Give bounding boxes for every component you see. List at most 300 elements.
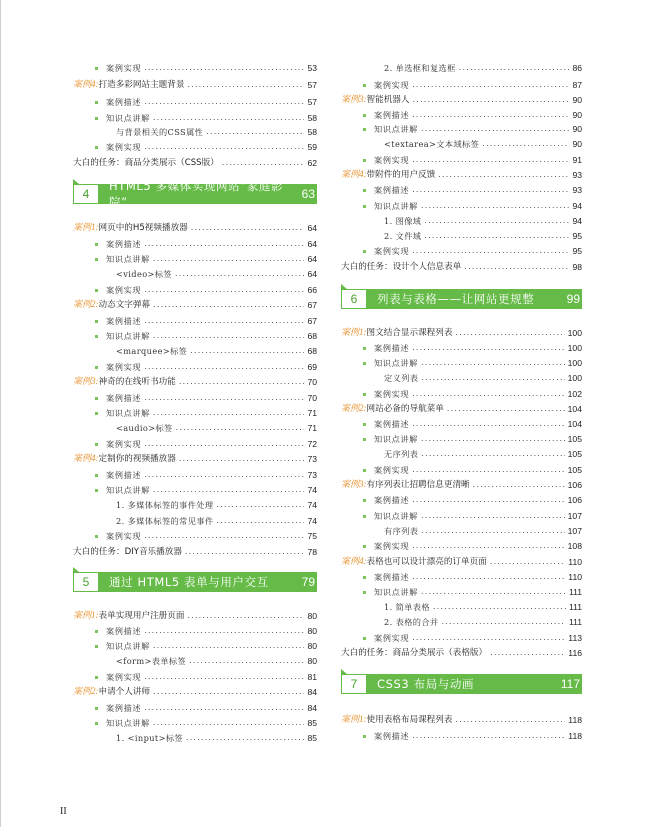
entry-label <box>363 245 409 257</box>
entry-label <box>363 342 409 354</box>
chapter-corner-mark <box>73 179 79 184</box>
toc-sub-entry[interactable] <box>73 313 317 327</box>
entry-label <box>95 717 150 729</box>
toc-task-entry[interactable] <box>73 544 317 558</box>
leader-dots <box>424 215 569 227</box>
chapter-heading[interactable] <box>341 674 582 694</box>
toc-case-entry[interactable] <box>73 451 317 465</box>
entry-page: 58 <box>307 127 317 137</box>
entry-label <box>341 713 452 726</box>
entry-label <box>384 230 421 242</box>
entry-text: 无序列表 <box>384 449 419 459</box>
entry-text: 定义列表 <box>384 373 419 383</box>
leader-dots <box>412 494 565 506</box>
entry-text: 大白的任务：商品分类展示（CSS版） <box>73 158 219 168</box>
bullet-icon <box>363 189 366 192</box>
toc-sub-entry[interactable] <box>73 60 317 74</box>
bullet-icon <box>363 84 366 87</box>
entry-label <box>384 448 418 460</box>
bullet-icon <box>363 438 366 441</box>
entry-label <box>116 268 172 280</box>
entry-label <box>363 464 409 476</box>
toc-sub-entry[interactable] <box>341 492 582 506</box>
leader-dots <box>187 79 304 91</box>
chapter-number: 5 <box>73 572 99 592</box>
entry-page: 106 <box>567 495 582 505</box>
toc-sub-entry[interactable] <box>341 243 582 257</box>
leader-dots <box>464 261 569 273</box>
entry-text: <marquee>标签 <box>116 346 188 356</box>
entry-text: 案例实现 <box>106 285 142 295</box>
toc-case-entry[interactable] <box>73 77 317 91</box>
toc-sub-entry[interactable] <box>73 124 317 138</box>
toc-sub-entry[interactable] <box>73 513 317 527</box>
entry-label <box>73 157 219 169</box>
case-number: 案例3: <box>341 479 367 489</box>
entry-text: 案例实现 <box>374 155 410 165</box>
case-number: 案例1: <box>73 610 99 620</box>
bullet-icon <box>363 347 366 350</box>
leader-dots <box>421 525 564 537</box>
case-number: 案例2: <box>73 686 99 696</box>
bullet-icon <box>363 545 366 548</box>
entry-text: 2. 文件域 <box>384 231 422 241</box>
chapter-heading[interactable] <box>73 572 317 592</box>
chapter-number: 4 <box>73 184 99 204</box>
leader-dots <box>421 448 564 460</box>
toc-sub-entry[interactable] <box>73 328 317 342</box>
entry-text: 知识点讲解 <box>374 434 418 444</box>
case-number: 案例4: <box>341 169 367 179</box>
case-number: 案例4: <box>73 79 99 89</box>
leader-dots <box>187 610 304 622</box>
toc-sub-entry[interactable] <box>73 251 317 265</box>
leader-dots <box>412 184 569 196</box>
toc-sub-entry[interactable] <box>73 343 317 357</box>
toc-sub-entry[interactable] <box>73 139 317 153</box>
leader-dots <box>447 403 565 415</box>
entry-label <box>363 109 409 121</box>
entry-label <box>384 372 418 384</box>
entry-label <box>73 298 150 311</box>
chapter-number: 7 <box>341 674 367 694</box>
entry-text: 知识点讲解 <box>374 358 418 368</box>
toc-sub-entry[interactable] <box>73 266 317 280</box>
toc-case-entry[interactable] <box>73 374 317 388</box>
entry-text: 大白的任务：商品分类展示（表格版） <box>341 648 488 658</box>
toc-sub-entry[interactable] <box>73 467 317 481</box>
toc-sub-entry[interactable] <box>73 110 317 124</box>
bullet-icon <box>95 707 98 710</box>
toc-sub-entry[interactable] <box>73 359 317 373</box>
entry-text: <form>表单标签 <box>116 656 187 666</box>
entry-label <box>116 345 187 357</box>
entry-label <box>384 62 456 74</box>
toc-sub-entry[interactable] <box>73 236 317 250</box>
toc-sub-entry[interactable] <box>341 136 582 150</box>
leader-dots <box>412 632 565 644</box>
toc-sub-entry[interactable] <box>341 77 582 91</box>
entry-label <box>363 494 409 506</box>
entry-text: 1. 多媒体标签的事件处理 <box>116 500 214 510</box>
entry-text: 有序列表 <box>384 526 419 536</box>
toc-case-entry[interactable] <box>341 401 582 415</box>
chapter-title: HTML5 多媒体实现网站“家庭影院” <box>108 179 284 209</box>
entry-page: 93 <box>572 170 582 180</box>
entry-label <box>363 510 418 522</box>
toc-sub-entry[interactable] <box>341 599 582 613</box>
entry-label <box>384 616 439 628</box>
entry-label <box>116 515 214 527</box>
toc-case-entry[interactable] <box>341 712 582 726</box>
entry-text: 案例实现 <box>106 439 142 449</box>
chapter-heading[interactable] <box>73 179 317 209</box>
entry-page: 110 <box>568 557 582 567</box>
entry-page: 86 <box>572 63 582 73</box>
entry-label <box>95 141 141 153</box>
leader-dots <box>153 253 304 265</box>
entry-page: 108 <box>567 541 582 551</box>
toc-sub-entry[interactable] <box>73 638 317 652</box>
entry-label <box>341 555 487 568</box>
bullet-icon <box>95 320 98 323</box>
bullet-icon <box>95 535 98 538</box>
leader-dots <box>473 479 565 491</box>
entry-page: 93 <box>572 185 582 195</box>
leader-dots <box>412 94 569 106</box>
entry-page: 64 <box>307 223 317 233</box>
toc-sub-entry[interactable] <box>73 669 317 683</box>
leader-dots <box>176 422 305 434</box>
entry-label <box>95 315 141 327</box>
leader-dots <box>459 62 570 74</box>
chapter-corner-mark <box>341 669 347 674</box>
leader-dots <box>144 392 304 404</box>
entry-label <box>73 375 176 388</box>
entry-page: 66 <box>307 285 317 295</box>
chapter-title: CSS3 布局与动画 <box>377 677 475 691</box>
entry-label <box>384 215 421 227</box>
bullet-icon <box>363 637 366 640</box>
toc-sub-entry[interactable] <box>341 228 582 242</box>
entry-page: 64 <box>307 269 317 279</box>
toc-task-entry[interactable] <box>73 155 317 169</box>
entry-page: 71 <box>307 423 317 433</box>
toc-sub-entry[interactable] <box>73 715 317 729</box>
entry-page: 74 <box>307 500 317 510</box>
leader-dots <box>412 418 565 430</box>
toc-sub-entry[interactable] <box>341 152 582 166</box>
page-number: II <box>60 806 67 817</box>
toc-sub-entry[interactable] <box>341 538 582 552</box>
bullet-icon <box>363 576 366 579</box>
entry-page: 104 <box>567 404 582 414</box>
entry-page: 64 <box>307 239 317 249</box>
toc-sub-entry[interactable] <box>341 60 582 74</box>
entry-text: 神奇的在线听书功能 <box>98 377 176 387</box>
toc-sub-entry[interactable] <box>341 182 582 196</box>
entry-page: 118 <box>568 715 582 725</box>
entry-text: 1. 简单表格 <box>384 602 430 612</box>
toc-sub-entry[interactable] <box>341 198 582 212</box>
toc-sub-entry[interactable] <box>341 728 582 742</box>
toc-case-entry[interactable] <box>73 684 317 698</box>
entry-label <box>363 571 409 583</box>
toc-sub-entry[interactable] <box>73 390 317 404</box>
toc-case-entry[interactable] <box>341 554 582 568</box>
leader-dots <box>153 640 304 652</box>
entry-page: 105 <box>567 434 582 444</box>
entry-label <box>95 253 150 265</box>
toc-sub-entry[interactable] <box>341 370 582 384</box>
leader-dots <box>144 284 304 296</box>
toc-sub-entry[interactable] <box>73 94 317 108</box>
case-number: 案例1: <box>341 327 367 337</box>
entry-page: 100 <box>567 328 582 338</box>
bullet-icon <box>363 469 366 472</box>
chapter-title: 列表与表格——让网站更规整 <box>377 292 535 306</box>
entry-page: 67 <box>307 300 317 310</box>
case-number: 案例3: <box>341 94 367 104</box>
toc-sub-entry[interactable] <box>341 462 582 476</box>
entry-text: 案例描述 <box>374 185 410 195</box>
bullet-icon <box>363 362 366 365</box>
entry-page: 94 <box>572 201 582 211</box>
entry-label <box>116 422 173 434</box>
entry-text: 案例实现 <box>106 142 142 152</box>
entry-label <box>341 402 444 415</box>
leader-dots <box>412 388 565 400</box>
toc-sub-entry[interactable] <box>341 386 582 400</box>
toc-sub-entry[interactable] <box>73 282 317 296</box>
leader-dots <box>144 62 304 74</box>
entry-text: 知识点讲解 <box>374 587 418 597</box>
entry-page: 100 <box>567 343 582 353</box>
toc-task-entry[interactable] <box>341 259 582 273</box>
toc-sub-entry[interactable] <box>73 405 317 419</box>
leader-dots <box>144 671 304 683</box>
entry-page: 64 <box>307 254 317 264</box>
entry-text: 动态文字弹幕 <box>98 300 151 310</box>
bullet-icon <box>363 114 366 117</box>
entry-page: 85 <box>307 733 317 743</box>
entry-page: 91 <box>572 155 582 165</box>
entry-text: 申请个人讲师 <box>98 687 151 697</box>
leader-dots <box>190 345 304 357</box>
entry-text: 定制你的视频播放器 <box>98 454 176 464</box>
entry-label <box>73 609 184 622</box>
entry-label <box>341 261 461 273</box>
toc-sub-entry[interactable] <box>341 630 582 644</box>
leader-dots <box>412 540 565 552</box>
entry-text: 大白的任务：DIY音乐播放器 <box>73 547 182 557</box>
toc-sub-entry[interactable] <box>341 121 582 135</box>
bullet-icon <box>363 735 366 738</box>
toc-sub-entry[interactable] <box>341 340 582 354</box>
entry-label <box>363 433 418 445</box>
chapter-page: 117 <box>560 677 580 691</box>
entry-text: 案例实现 <box>374 465 410 475</box>
entry-page: 90 <box>572 110 582 120</box>
bullet-icon <box>95 146 98 149</box>
entry-label <box>95 671 141 683</box>
toc-case-entry[interactable] <box>341 92 582 106</box>
entry-label <box>95 330 150 342</box>
entry-page: 113 <box>568 633 582 643</box>
bullet-icon <box>363 423 366 426</box>
entry-label <box>95 62 141 74</box>
entry-label <box>95 625 141 637</box>
chapter-heading[interactable] <box>341 289 582 309</box>
toc-sub-entry[interactable] <box>341 355 582 369</box>
entry-text: <audio>标签 <box>116 423 173 433</box>
bullet-icon <box>363 591 366 594</box>
bullet-icon <box>363 205 366 208</box>
toc-sub-entry[interactable] <box>73 482 317 496</box>
leader-dots <box>438 169 569 181</box>
toc-sub-entry[interactable] <box>341 569 582 583</box>
toc-sub-entry[interactable] <box>341 508 582 522</box>
toc-sub-entry[interactable] <box>341 416 582 430</box>
entry-page: 104 <box>567 419 582 429</box>
bullet-icon <box>363 393 366 396</box>
entry-text: 带附件的用户反馈 <box>366 170 436 180</box>
entry-label <box>363 586 418 598</box>
entry-page: 111 <box>568 617 582 627</box>
entry-page: 73 <box>307 470 317 480</box>
entry-text: 表格也可以设计漂亮的订单页面 <box>366 557 487 567</box>
entry-page: 57 <box>307 97 317 107</box>
case-number: 案例4: <box>341 556 367 566</box>
entry-text: 与背景相关的CSS属性 <box>116 127 204 137</box>
toc-sub-entry[interactable] <box>73 436 317 450</box>
leader-dots <box>144 96 304 108</box>
toc-task-entry[interactable] <box>341 645 582 659</box>
page-edge <box>0 0 1 827</box>
toc-case-entry[interactable] <box>341 477 582 491</box>
entry-page: 57 <box>307 80 317 90</box>
entry-text: 知识点讲解 <box>374 124 418 134</box>
toc-sub-entry[interactable] <box>73 730 317 744</box>
leader-dots <box>442 616 566 628</box>
entry-text: 案例描述 <box>106 239 142 249</box>
bullet-icon <box>95 443 98 446</box>
toc-sub-entry[interactable] <box>73 700 317 714</box>
case-number: 案例3: <box>73 376 99 386</box>
entry-page: 105 <box>567 465 582 475</box>
entry-label <box>95 96 141 108</box>
toc-sub-entry[interactable] <box>341 523 582 537</box>
toc-sub-entry[interactable] <box>341 614 582 628</box>
toc-case-entry[interactable] <box>73 297 317 311</box>
chapter-number: 6 <box>341 289 367 309</box>
toc-case-entry[interactable] <box>73 608 317 622</box>
entry-text: 图文结合显示课程列表 <box>366 328 453 338</box>
entry-page: 105 <box>567 449 582 459</box>
toc-sub-entry[interactable] <box>73 653 317 667</box>
toc-sub-entry[interactable] <box>341 213 582 227</box>
toc-case-entry[interactable] <box>341 167 582 181</box>
entry-page: 80 <box>307 656 317 666</box>
toc-sub-entry[interactable] <box>341 107 582 121</box>
entry-page: 75 <box>307 531 317 541</box>
entry-label <box>116 126 203 138</box>
leader-dots <box>412 464 565 476</box>
entry-text: 1. <input>标签 <box>116 733 184 743</box>
toc-sub-entry[interactable] <box>341 431 582 445</box>
chapter-page: 79 <box>301 575 315 589</box>
entry-page: 111 <box>568 602 582 612</box>
entry-text: 案例实现 <box>106 362 142 372</box>
toc-sub-entry[interactable] <box>341 446 582 460</box>
entry-text: 网页中的H5视频播放器 <box>98 223 188 233</box>
entry-text: 知识点讲解 <box>374 511 418 521</box>
entry-page: 80 <box>307 611 317 621</box>
toc-sub-entry[interactable] <box>73 420 317 434</box>
bullet-icon <box>363 250 366 253</box>
entry-page: 73 <box>307 454 317 464</box>
bullet-icon <box>95 630 98 633</box>
entry-label <box>363 730 409 742</box>
entry-page: 70 <box>307 393 317 403</box>
entry-text: <video>标签 <box>116 269 172 279</box>
toc-sub-entry[interactable] <box>73 497 317 511</box>
bullet-icon <box>95 489 98 492</box>
entry-label <box>73 685 150 698</box>
chapter-page: 99 <box>566 292 580 306</box>
leader-dots <box>217 515 305 527</box>
entry-text: 案例描述 <box>106 316 142 326</box>
leader-dots <box>179 453 305 465</box>
toc-case-entry[interactable] <box>341 325 582 339</box>
entry-text: 案例描述 <box>106 97 142 107</box>
entry-text: <textarea>文本域标签 <box>384 139 480 149</box>
leader-dots <box>412 342 565 354</box>
toc-sub-entry[interactable] <box>341 584 582 598</box>
toc-sub-entry[interactable] <box>73 623 317 637</box>
entry-text: 知识点讲解 <box>106 113 150 123</box>
case-number: 案例2: <box>73 299 99 309</box>
entry-label <box>95 361 141 373</box>
entry-text: 案例描述 <box>106 393 142 403</box>
case-number: 案例1: <box>73 222 99 232</box>
toc-case-entry[interactable] <box>73 220 317 234</box>
entry-page: 94 <box>572 216 582 226</box>
leader-dots <box>186 732 304 744</box>
entry-text: 知识点讲解 <box>106 718 150 728</box>
entry-label <box>363 184 409 196</box>
toc-sub-entry[interactable] <box>73 528 317 542</box>
entry-label <box>363 418 409 430</box>
entry-text: 知识点讲解 <box>374 201 418 211</box>
entry-text: 案例描述 <box>374 343 410 353</box>
entry-label <box>95 702 141 714</box>
entry-page: 67 <box>307 316 317 326</box>
entry-page: 62 <box>307 158 317 168</box>
entry-label <box>116 499 214 511</box>
leader-dots <box>144 361 304 373</box>
leader-dots <box>144 438 304 450</box>
entry-text: 网站必备的导航菜单 <box>366 404 444 414</box>
leader-dots <box>153 484 304 496</box>
leader-dots <box>421 372 564 384</box>
entry-label <box>95 284 141 296</box>
entry-page: 100 <box>567 373 582 383</box>
leader-dots <box>412 109 569 121</box>
leader-dots <box>153 330 304 342</box>
entry-text: 案例实现 <box>374 633 410 643</box>
entry-text: 2. 单选框和复选框 <box>384 63 456 73</box>
